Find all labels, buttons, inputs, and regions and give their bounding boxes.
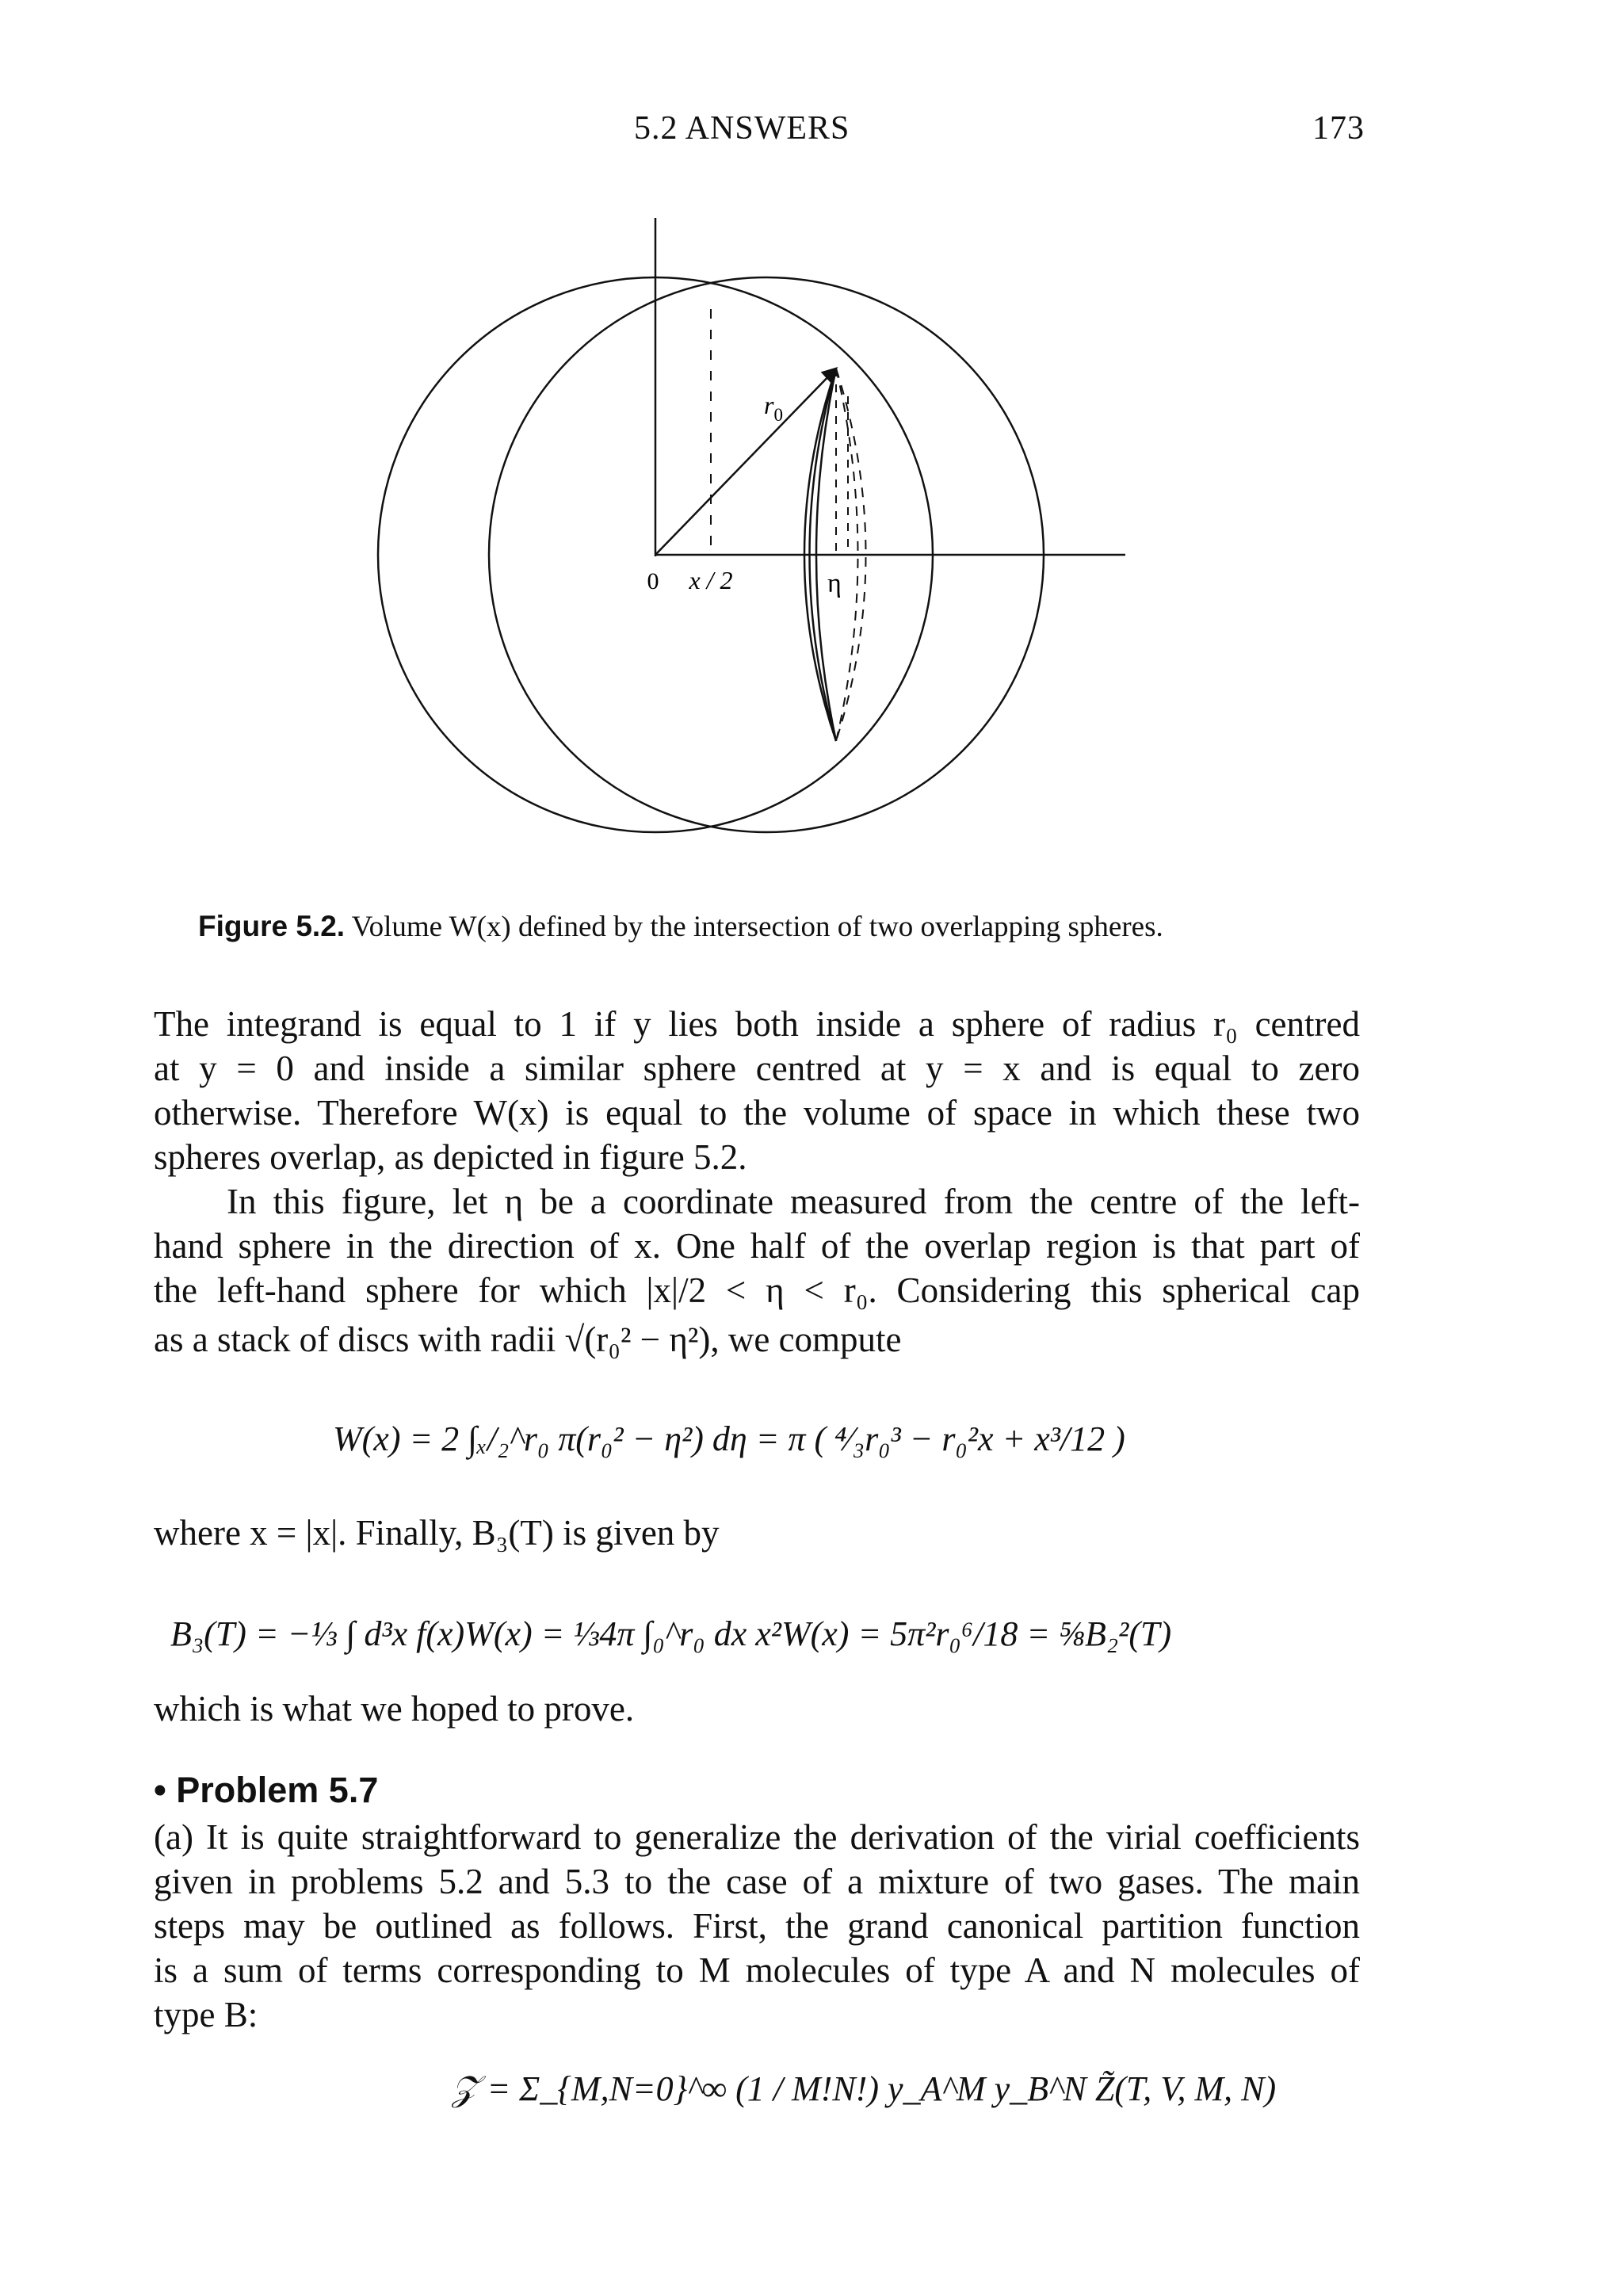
text-line: at y = 0 and inside a similar sphere centred at y = x and is equal to zero — [154, 1049, 1360, 1088]
text-line: given in problems 5.2 and 5.3 to the case of a mixture of two gases. The main — [154, 1862, 1360, 1901]
page-number: 173 — [1312, 110, 1365, 147]
text-line: The integrand is equal to 1 if y lies both inside a sphere of radius r₀ centred — [154, 1004, 1360, 1044]
text-line: where x = |x|. Finally, B₃(T) is given by — [154, 1513, 720, 1553]
eta-label: η — [827, 569, 842, 598]
text-line: spheres overlap, as depicted in figure 5.2. — [154, 1137, 747, 1177]
where-line — [154, 1511, 1360, 1555]
conclusion-line — [154, 1687, 1360, 1731]
problem-title: • Problem 5.7 — [154, 1770, 379, 1810]
text-line: steps may be outlined as follows. First, the grand canonical partition function — [154, 1906, 1360, 1946]
equation-overlap-volume: W(x) = 2 ∫ₓ/₂^r₀ π(r₀² − η²) dη = π ( ⁴⁄₃r₀³ − r₀²x + x³/12 ) — [333, 1419, 1125, 1458]
radius-line — [655, 369, 836, 555]
equation-third-virial: B₃(T) = −⅓ ∫ d³x f(x)W(x) = ⅓4π ∫₀^r₀ dx x²W(x) = 5π²r₀⁶/18 = ⅝B₂²(T) — [170, 1614, 1172, 1653]
text-line: otherwise. Therefore W(x) is equal to the volume of space in which these two — [154, 1093, 1360, 1133]
text-line: hand sphere in the direction of x. One half of the overlap region is that part of — [154, 1226, 1360, 1266]
origin-label: 0 — [647, 568, 659, 594]
overlapping-spheres-figure — [372, 214, 1252, 864]
radius-label — [764, 391, 783, 425]
half-x-label: x / 2 — [689, 566, 733, 594]
paragraph-integrand — [154, 1002, 1360, 1179]
text-line: as a stack of discs with radii √(r₀² − η²), we compute — [154, 1320, 902, 1359]
figure-caption — [198, 910, 1163, 944]
caption-text: Volume W(x) defined by the intersection of two overlapping spheres. — [351, 911, 1163, 943]
section-header: 5.2 ANSWERS — [634, 110, 850, 147]
text-line: the left-hand sphere for which |x|/2 < η < r₀. Considering this spherical cap — [154, 1270, 1360, 1310]
caption-label: Figure 5.2. — [198, 910, 346, 942]
text-line: In this figure, let η be a coordinate measured from the centre of the left- — [227, 1182, 1360, 1221]
text-line: is a sum of terms corresponding to M molecules of type A and N molecules of — [154, 1950, 1360, 1990]
equation-grand-partition: 𝒵 = Σ_{M,N=0}^∞ (1 / M!N!) y_A^M y_B^N Z̃(T, V, M, N) — [452, 2069, 1277, 2108]
paragraph-spherical-cap — [154, 1179, 1360, 1362]
text-line: (a) It is quite straightforward to generalize the derivation of the virial coefficients — [154, 1817, 1360, 1857]
problem-body — [154, 1815, 1360, 2037]
text-line: which is what we hoped to prove. — [154, 1689, 635, 1729]
radius-label-sub: 0 — [773, 405, 783, 425]
radius-label-r: r — [764, 391, 774, 419]
problem-heading — [154, 1770, 378, 1811]
text-line: type B: — [154, 1995, 258, 2034]
